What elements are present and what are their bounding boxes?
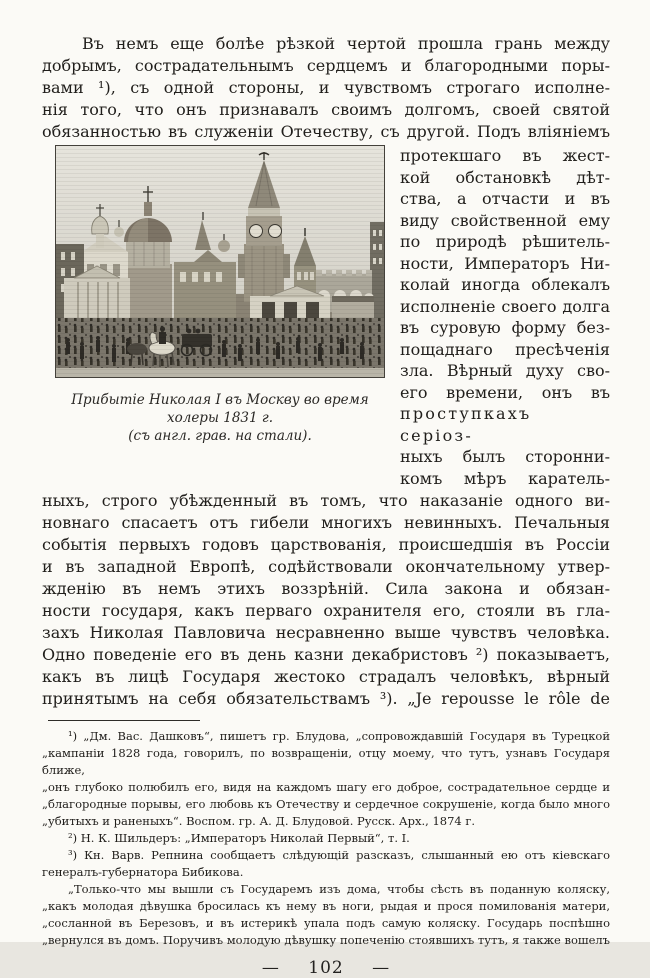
text-line: событія первыхъ годовъ царствованія, происшедшія въ Россіи: [42, 535, 610, 554]
text-line: нія того, что онъ признавалъ своимъ долгомъ, своей святой: [42, 100, 610, 119]
text-line: и въ западной Европѣ, содѣйствовали окончательному утвер-: [42, 557, 610, 576]
text-line: комъ мѣръ каратель-: [400, 468, 610, 488]
text-line: протекшаго въ жест-: [400, 146, 610, 165]
text-line: исполненіе своего долга: [400, 296, 610, 316]
engraving-image: [55, 145, 385, 378]
caption-line: (съ англ. грав. на стали).: [128, 428, 312, 444]
text-line: ства, а отчасти и въ: [400, 189, 610, 208]
text-line: въ суровую форму без-: [400, 318, 610, 337]
text-line: добрымъ, сострадательнымъ сердцемъ и благородными поры-: [42, 56, 610, 75]
text-line: Въ немъ еще болѣе рѣзкой чертой прошла грань между: [82, 34, 610, 53]
text-line: ности государя, какъ перваго охранителя его, стояли въ гла-: [42, 601, 610, 620]
text-line: колай иногда облекалъ: [400, 275, 610, 294]
text-line: захъ Николая Павловича несравненно выше чувствъ человѣка.: [42, 623, 610, 642]
text-line: Одно поведеніе его въ день казни декабристовъ ²) показываетъ,: [42, 645, 610, 664]
text-line: зла. Вѣрный духу сво-: [400, 361, 610, 380]
footnote-line: ¹) „Дм. Вас. Дашковъ“, пишетъ гр. Блудова, „сопровождавшій Государя въ Турецкой: [68, 729, 610, 743]
footnote-line: „сосланной въ Березовъ, и въ истерикѣ упала подъ самую коляску. Государь поспѣшно: [42, 916, 610, 930]
page-number: — 102 —: [261, 958, 391, 978]
caption-line: Прибытіе Николая I въ Москву во время холеры 1831 г.: [71, 392, 369, 426]
text-line: ныхъ былъ сторонни-: [400, 447, 610, 466]
footnote-line: „благородные порывы, его любовь къ Отечеству и сердечное сокрушеніе, когда было много: [42, 797, 610, 811]
footnote-line: „убитыхъ и раненыхъ“. Воспом. гр. А. Д. Блудовой. Русск. Арх., 1874 г.: [42, 814, 476, 828]
footnote-1: [42, 728, 610, 830]
footnote-line: генералъ-губернатора Бибикова.: [42, 865, 244, 879]
text-line: виду свойственной ему: [400, 210, 610, 230]
text-line: ности, Императоръ Ни-: [400, 253, 610, 273]
figure: [55, 145, 385, 445]
footnotes: [42, 728, 610, 949]
text-line: вами ¹), съ одной стороны, и чувствомъ строгаго исполне-: [42, 78, 610, 97]
footnote-line: „Только-что мы вышли съ Государемъ изъ дома, чтобы сѣсть въ поданную коляску,: [68, 882, 610, 896]
footnote-line: „онъ глубоко полюбилъ его, видя на каждомъ шагу его доброе, сострадательное сердце и: [42, 780, 610, 794]
figure-and-column: [42, 145, 610, 489]
footnote-line: ²) Н. К. Шильдеръ: „Императоръ Николай Первый“, т. I.: [68, 831, 410, 845]
text-line: ныхъ, строго убѣжденный въ томъ, что наказаніе одного ви-: [42, 491, 610, 510]
footnote-line: „кампаніи 1828 года, говорилъ, по возвращеніи, отцу моему, что тутъ, узнавъ Государя ближе,: [42, 746, 610, 777]
text-line: новнаго спасаетъ отъ гибели многихъ невинныхъ. Печальныя: [42, 513, 610, 532]
footnote-separator: [48, 720, 200, 721]
wrapped-text-column: [400, 145, 610, 489]
footnote-line: „какъ молодая дѣвушка бросилась къ нему въ ноги, рыдая и прося помилованія матери,: [42, 899, 610, 913]
footnote-line: „вернулся въ домъ. Поручивъ молодую дѣвушку попеченію стоявшихъ тутъ, я также вошелъ: [42, 933, 610, 947]
text-line: жденію въ немъ этихъ воззрѣній. Сила закона и обязан-: [42, 579, 610, 598]
figure-caption: [55, 391, 385, 445]
text-line: кой обстановкѣ дѣт-: [400, 167, 610, 187]
engraving-illustration: [56, 146, 384, 377]
text-line: обязанностью въ служеніи Отечеству, съ другой. Подъ вліяніемъ: [42, 122, 610, 141]
text-line: его времени, онъ въ: [400, 382, 610, 402]
paragraph-top: [42, 33, 610, 143]
text-line-emphasized: проступкахъ серіоз-: [400, 404, 532, 445]
text-line: какъ въ лицѣ Государя жестоко страдалъ человѣкъ, вѣрный: [42, 667, 610, 686]
text-line: принятымъ на себя обязательствамъ ³). „Je repousse le rôle de: [42, 689, 610, 708]
footnote-line: ³) Кн. Варв. Репнина сообщаетъ слѣдующій разсказъ, слышанный ею отъ кіевскаго: [68, 848, 610, 862]
footnote-3: [42, 847, 610, 881]
paragraph-main: [42, 490, 610, 710]
text-line: по природѣ рѣшитель-: [400, 232, 610, 251]
text-line: пощаднаго пресѣченія: [400, 339, 610, 359]
footnote-2: [42, 830, 610, 847]
footnote-3-continuation: [42, 881, 610, 949]
